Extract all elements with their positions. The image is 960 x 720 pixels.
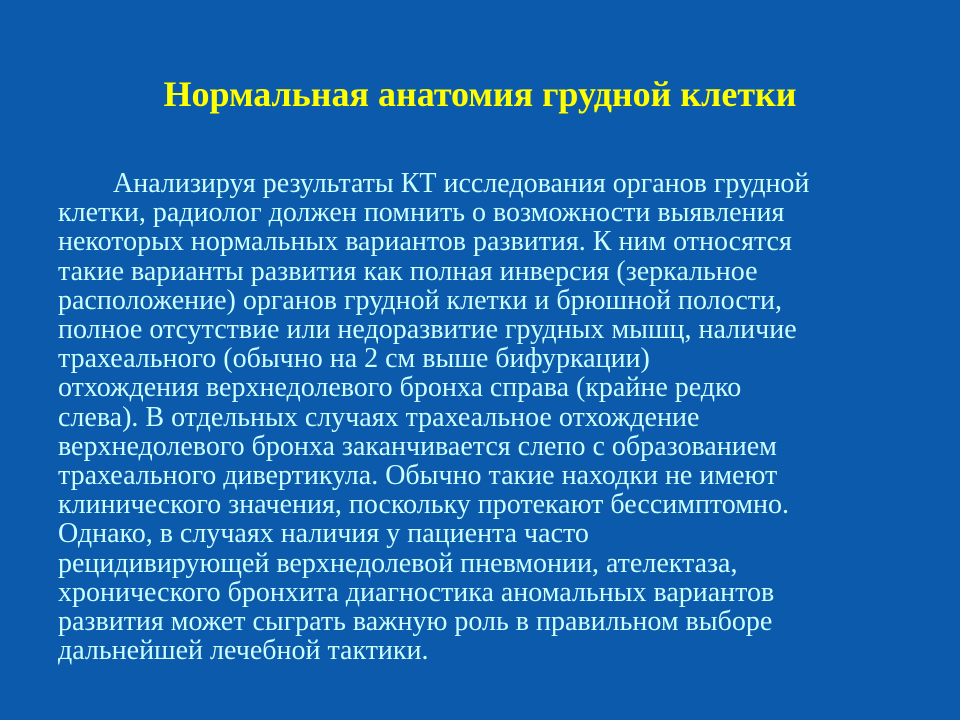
paragraph-line: трахеального дивертикула. Обычно такие находки не имеют <box>58 460 778 492</box>
paragraph-line: такие варианты развития как полная инверсия (зеркальное <box>58 255 758 287</box>
paragraph-line: клинического значения, поскольку протекают бессимптомно. <box>58 489 789 521</box>
paragraph-line: хронического бронхита диагностика аномальных вариантов <box>58 576 775 608</box>
paragraph-line: слева). В отдельных случаях трахеальное отхождение <box>58 401 700 433</box>
paragraph-line: отхождения верхнедолевого бронха справа (крайне редко <box>58 372 742 404</box>
paragraph-line: Однако, в случаях наличия у пациента часто <box>58 518 589 550</box>
paragraph-line: Анализируя результаты КТ исследования органов грудной <box>113 168 810 199</box>
paragraph-line: полное отсутствие или недоразвитие грудных мышц, наличие <box>58 314 797 346</box>
paragraph-line: развития может сыграть важную роль в правильном выборе <box>58 606 773 638</box>
paragraph-line: дальнейшей лечебной тактики. <box>58 635 429 667</box>
paragraph-line: клетки, радиолог должен помнить о возможности выявления <box>58 197 785 229</box>
slide-title: Нормальная анатомия грудной клетки <box>163 74 797 114</box>
paragraph-line: верхнедолевого бронха заканчивается слепо с образованием <box>58 430 777 462</box>
paragraph-line: некоторых нормальных вариантов развития. К ним относятся <box>58 226 792 258</box>
paragraph-line: трахеального (обычно на 2 см выше бифуркации) <box>58 343 650 375</box>
paragraph-line: рецидивирующей верхнедолевой пневмонии, ателектаза, <box>58 547 738 579</box>
body-paragraph <box>58 169 918 665</box>
paragraph-line: расположение) органов грудной клетки и брюшной полости, <box>58 284 782 316</box>
